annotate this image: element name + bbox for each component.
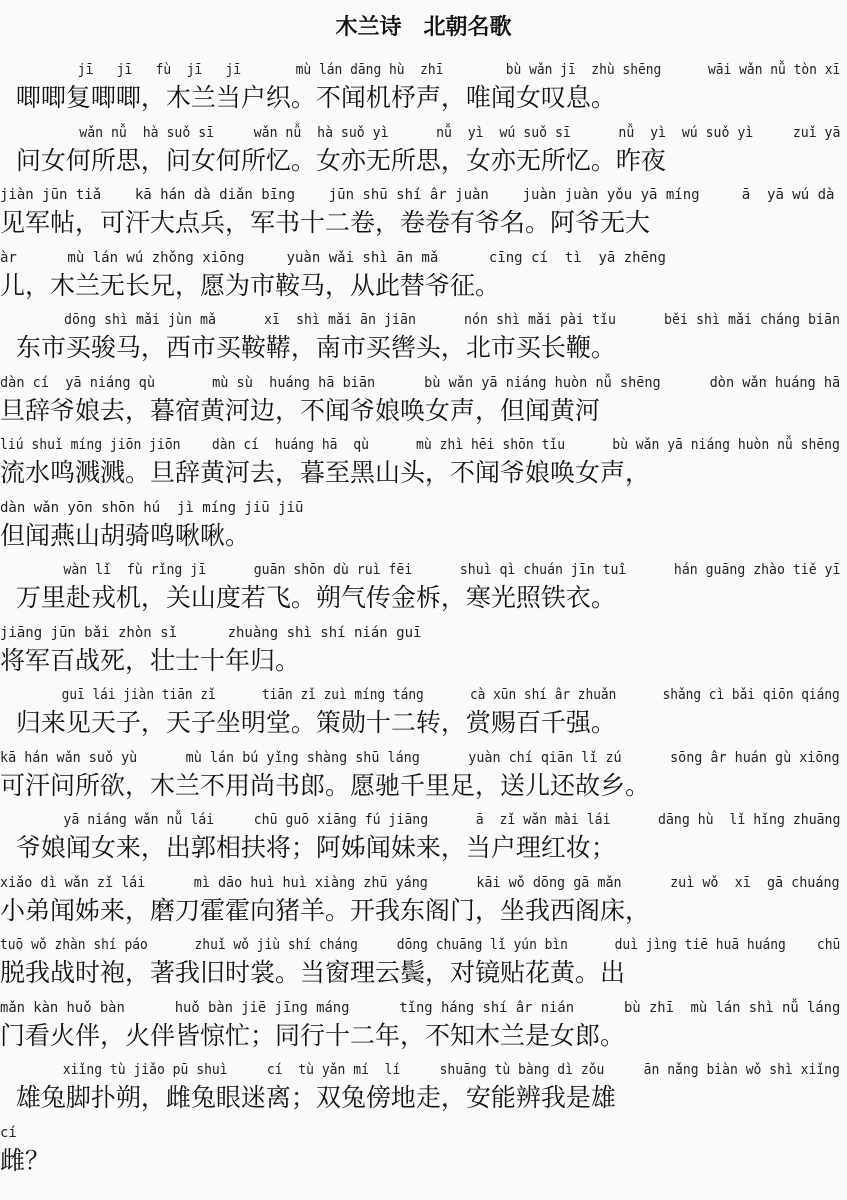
poem-line: 归来见天子，天子坐明堂。策勋十二转，赏赐百千强。 [0,708,616,737]
pinyin-line: àr mù lán wú zhǒng xiōng yuàn wǎi shì ān mǎ cīng cí tì yā zhēng [0,249,666,266]
poem-line: 万里赴戎机，关山度若飞。朔气传金柝，寒光照铁衣。 [0,583,616,612]
pinyin-line: jī jī fù jī jī mù lán dāng hù zhī bù wǎn jī zhù shēng wāi wǎn nǚ tòn xī [0,62,841,78]
poem-line: 门看火伴，火伴皆惊忙；同行十二年，不知木兰是女郎。 [0,1020,626,1050]
pinyin-line: mǎn kàn huǒ bàn huǒ bàn jiē jīng máng tǐng háng shí âr nián bù zhī mù lán shì nǚ láng [0,999,841,1016]
poem-title: 木兰诗 北朝名歌 [335,15,512,40]
poem-line: 脱我战时袍，著我旧时裳。当窗理云鬓，对镜贴花黄。出 [0,958,626,987]
poem-line: 流水鸣溅溅。旦辞黄河去，暮至黑山头，不闻爷娘唤女声， [0,458,651,487]
pinyin-line: wàn lǐ fù rǐng jī guān shōn dù ruì fēi shuì qì chuán jīn tuî hán guāng zhào tiě yī [0,562,841,578]
poem-line: 问女何所思，问女何所忆。女亦无所思，女亦无所忆。昨夜 [0,145,666,175]
poem-line: 但闻燕山胡骑鸣啾啾。 [0,520,251,550]
poem-line: 可汗问所欲，木兰不用尚书郎。愿驰千里足，送儿还故乡。 [0,770,651,800]
poem-line: 雌？ [0,1145,51,1175]
pinyin-line: liú shuǐ míng jiōn jiōn dàn cí huáng hā qù mù zhì hēi shōn tǐu bù wǎn yā niáng huòn nǚ shēng [0,437,840,453]
poem-line: 旦辞爷娘去，暮宿黄河边，不闻爷娘唤女声，但闻黄河 [0,395,601,425]
pinyin-line: tuō wǒ zhàn shí páo zhuǐ wǒ jiù shí cháng dōng chuāng lǐ yún bìn duì jìng tiē huā huáng chū [0,937,841,953]
pinyin-line: xiǐng tù jiǎo pū shuì cí tù yǎn mí lí shuāng tù bàng dì zǒu ān nǎng biàn wǒ shì xiǐng [0,1062,840,1078]
pinyin-line: guī lái jiàn tiān zǐ tiān zǐ zuì míng táng cà xūn shí âr zhuǎn shǎng cì bǎi qiōn qiáng [0,687,840,703]
pinyin-line: cí [0,1124,17,1141]
poem-line: 爷娘闻女来，出郭相扶将；阿姊闻妹来，当户理红妆； [0,833,616,862]
pinyin-line: dàn cí yā niáng qù mù sù huáng hā biān bù wǎn yā niáng huòn nǚ shēng dòn wǎn huáng hā [0,374,841,391]
pinyin-line: jiàn jūn tiǎ kā hán dà diǎn bīng jūn shū shí âr juàn juàn juàn yǒu yā míng ā yā wú dà [0,187,835,203]
pinyin-line: yā niáng wǎn nǚ lái chū guō xiāng fú jiāng ā zǐ wǎn mài lái dāng hù lǐ hǐng zhuāng [0,812,841,828]
poem-line: 雄兔脚扑朔，雌兔眼迷离；双兔傍地走，安能辨我是雄 [0,1083,616,1112]
pinyin-line: dōng shì mǎi jùn mǎ xī shì mǎi ān jiān nón shì mǎi pài tǐu běi shì mǎi cháng biān [0,312,841,328]
pinyin-line: xiǎo dì wǎn zǐ lái mì dāo huì huì xiàng zhū yáng kāi wǒ dōng gā mǎn zuì wǒ xī gā chuáng [0,874,840,891]
pinyin-line: dàn wǎn yōn shōn hú jì míng jiū jiū [0,499,304,516]
poem-line: 东市买骏马，西市买鞍鞯，南市买辔头，北市买长鞭。 [0,333,616,362]
poem-line: 小弟闻姊来，磨刀霍霍向猪羊。开我东阁门，坐我西阁床， [0,895,651,925]
poem-line: 唧唧复唧唧，木兰当户织。不闻机杼声，唯闻女叹息。 [0,83,616,112]
pinyin-line: wǎn nǚ hà suǒ sī wǎn nǚ hà suǒ yì nǚ yì wú suǒ sī nǚ yì wú suǒ yì zuǐ yā [0,124,841,141]
poem-line: 将军百战死，壮士十年归。 [0,645,301,675]
pinyin-line: kā hán wǎn suǒ yù mù lán bú yǐng shàng shū láng yuàn chí qiān lǐ zú sōng âr huán gù xiōng [0,749,840,766]
poem-line: 儿，木兰无长兄，愿为市鞍马，从此替爷征。 [0,270,501,300]
poem-line: 见军帖，可汗大点兵，军书十二卷，卷卷有爷名。阿爷无大 [0,208,651,237]
pinyin-line: jiāng jūn bǎi zhòn sǐ zhuàng shì shí nián guī [0,624,422,641]
